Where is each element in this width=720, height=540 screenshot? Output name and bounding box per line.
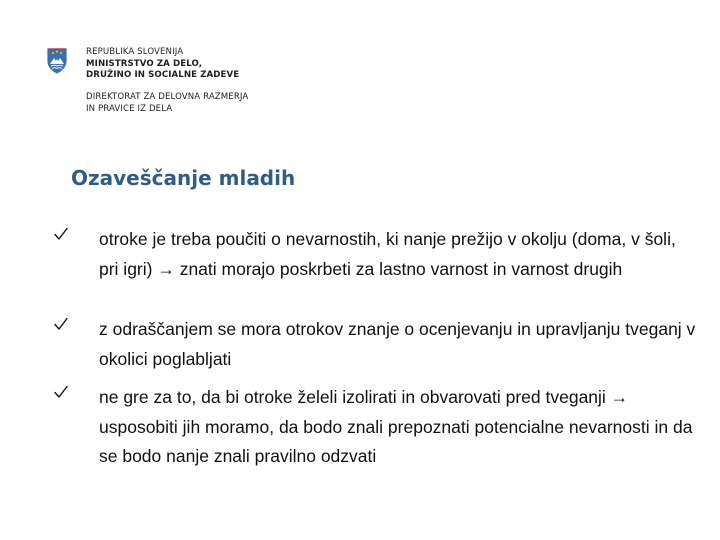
- ministry-line-ministry: MINISTRSTVO ZA DELO,: [86, 58, 203, 69]
- bullet-text: ne gre za to, da bi otroke želeli izolirati in obvarovati pred tveganji → usposobiti jih moramo, da bodo znali prepoznati potencialne nevarnosti in da se bodo nanje znali pravilno odzvati: [99, 387, 693, 466]
- checkmark-icon: [53, 317, 69, 331]
- ministry-name: [86, 47, 239, 82]
- ministry-header: [47, 47, 277, 117]
- ministry-line-family: DRUŽINO IN SOCIALNE ZADEVE: [86, 70, 240, 80]
- ministry-line-republic: REPUBLIKA SLOVENIJA: [86, 47, 184, 57]
- checkmark-icon: [53, 385, 69, 399]
- directorate-line-1: DIREKTORAT ZA DELOVNA RAZMERJA: [86, 92, 249, 102]
- bullet-text: z odraščanjem se mora otrokov znanje o ocenjevanju in upravljanju tveganj v okolici poglabljati: [99, 319, 696, 369]
- bullet-text: otroke je treba poučiti o nevarnostih, ki nanje prežijo v okolju (doma, v šoli, pri igri) → znati morajo poskrbeti za lastno varnost in varnost drugih: [99, 229, 676, 279]
- checkmark-icon: [53, 227, 69, 241]
- directorate-name: [86, 92, 248, 115]
- slovenia-coat-of-arms-icon: [47, 48, 67, 74]
- slide-title: Ozaveščanje mladih: [71, 166, 296, 190]
- directorate-line-2: IN PRAVICE IZ DELA: [86, 103, 173, 114]
